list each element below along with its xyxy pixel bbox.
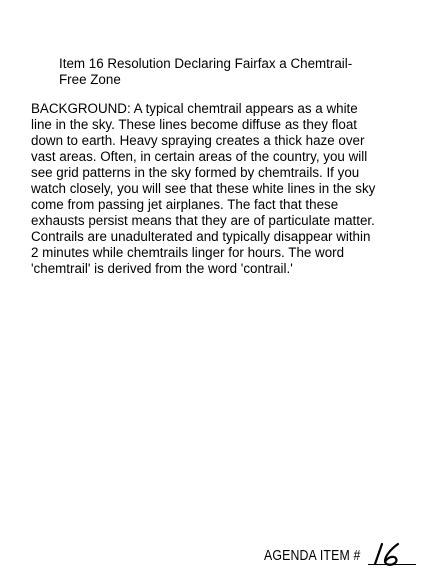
paragraph-line: 'chemtrail' is derived from the word 'contrail.'	[31, 261, 293, 276]
paragraph-line: 2 minutes while chemtrails linger for hours. The word	[31, 245, 345, 260]
paragraph-line: vast areas. Often, in certain areas of the country, you will	[31, 149, 368, 164]
paragraph-line: line in the sky. These lines become diffuse as they float	[31, 117, 358, 132]
paragraph-line: BACKGROUND: A typical chemtrail appears as a white	[31, 101, 358, 116]
heading-line: Item 16 Resolution Declaring Fairfax a Chemtrail-	[59, 56, 353, 71]
background-paragraph	[31, 101, 431, 277]
paragraph-line: Contrails are unadulterated and typically disappear within	[31, 229, 371, 244]
item-heading	[59, 56, 399, 88]
agenda-item-label: AGENDA ITEM #	[264, 547, 361, 564]
agenda-item-stamp	[264, 541, 434, 569]
paragraph-line: come from passing jet airplanes. The fact that these	[31, 197, 339, 212]
agenda-item-handwritten-number	[264, 541, 434, 569]
paragraph-line: down to earth. Heavy spraying creates a thick haze over	[31, 133, 365, 148]
heading-line: Free Zone	[59, 72, 121, 87]
paragraph-line: see grid patterns in the sky formed by chemtrails. If you	[31, 165, 360, 180]
paragraph-line: watch closely, you will see that these white lines in the sky	[31, 181, 376, 196]
paragraph-line: exhausts persist means that they are of particulate matter.	[31, 213, 375, 228]
